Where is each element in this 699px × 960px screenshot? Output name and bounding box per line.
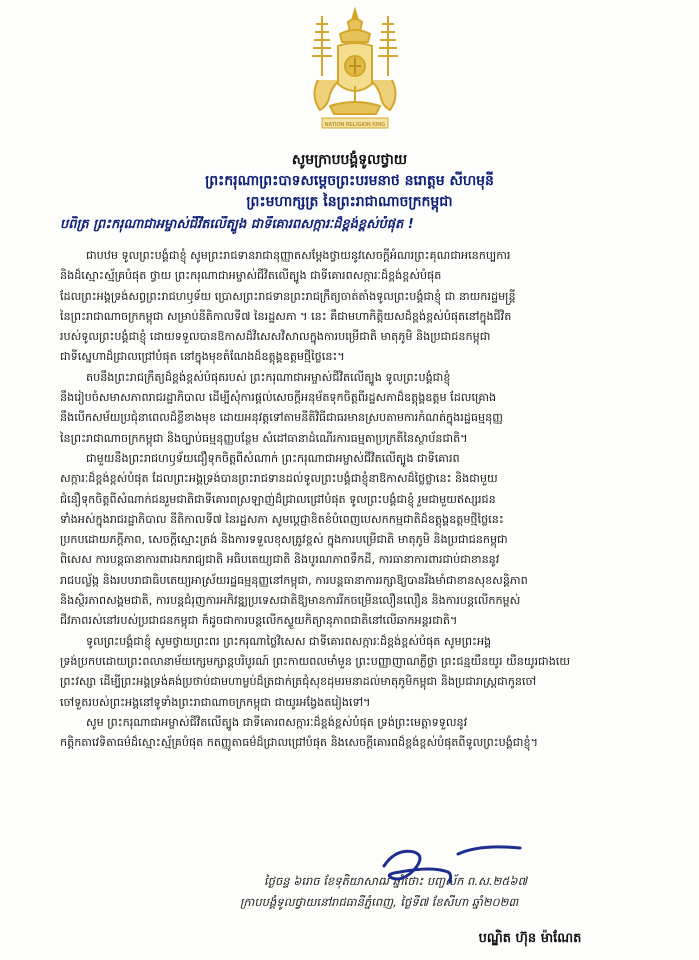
signer-name: បណ្ឌិត ហ៊ុន ម៉ាណែត — [478, 931, 582, 946]
paragraph-line: សូម ព្រះករុណាជាអម្ចាស់ជីវិតលើត្បូង ជាទីគោរពសក្ការៈដ៏ខ្ពង់ខ្ពស់បំផុត ទ្រង់ព្រះមេត្តាទទួលនូវ — [86, 715, 468, 729]
paragraph-line: ចៅទួតរបស់ព្រះអង្គនៅទូទាំងព្រះរាជាណាចក្រកម្ពុជា ជាយូរអង្វែងតរៀងទៅ។ — [60, 695, 371, 709]
paragraph-line: ប្រកបដោយភក្តីភាព, សេចក្តីស្មោះត្រង់ និងការទទួលខុសត្រូវខ្ពស់ ក្នុងការបម្រើជាតិ មាតុភូមិ និងប្រជាជនកម្ពុជា — [60, 533, 508, 547]
letter-body — [60, 246, 640, 753]
paragraph-line: ទូលព្រះបង្គំជាខ្ញុំ សូមថ្វាយព្រះពរ ព្រះករុណាថ្លៃវិសេស ជាទីគោរពសក្ការៈដ៏ខ្ពង់ខ្ពស់បំផុត សូមព្រះអង្គ — [86, 634, 492, 648]
paragraph-1 — [60, 246, 640, 368]
paragraph-line: ទ្រង់ប្រកបដោយព្រះពលានាម័យក្សេមក្សាន្តបរិបូរណ៍ ព្រះកាយពលមាំមួន ព្រះបញ្ញាញាណភ្លឺថ្លា ព្រះជន្មយឺនយូរ យឺនយូរជាងយេ — [60, 654, 571, 668]
paragraph-line: រាជបល្ល័ង្ក និងរបបរាជាធិបតេយ្យអាស្រ័យរដ្ឋធម្មនុញ្ញនៅកម្ពុជា, ការបន្តធានាការរក្សាឱ្យបានរឹងមាំជាខានសុខសន្តិភាព — [60, 573, 528, 587]
lunar-date: ថ្ងៃចន្ទ ៦រោច ខែទុតិយាសាឍ ឆ្នាំថោះ បញ្ចស័ក ព.ស.២៥៦៧ — [264, 874, 528, 888]
salutation: បពិត្រ ព្រះករុណាជាអម្ចាស់ជីវិតលើត្បូង ជាទីគោរពសក្ការៈដ៏ខ្ពង់ខ្ពស់បំផុត ! — [60, 217, 414, 232]
paragraph-line: នឹងបើកសម័យប្រជុំនាពេលដ៏ខ្លីខាងមុខ ដោយអនុវត្តទៅតាមនីតិវិធីជាធរមានស្របតាមការកំណត់ក្នុងរដ្ឋធម្មនុញ្ញ — [60, 411, 503, 425]
paragraph-line: នៃព្រះរាជាណាចក្រកម្ពុជា សម្រាប់នីតិកាលទី៧ នៃរដ្ឋសភា ។ នេះ គឺជាមហាកិត្តិយសដ៏ខ្ពង់ខ្ពស់បំផុតនៅក្នុងជីវិត — [60, 309, 512, 323]
paragraph-2 — [60, 368, 640, 449]
paragraph-line: នឹងរៀបចំសមាសភាពរាជរដ្ឋាភិបាល ដើម្បីសុំការផ្តល់សេចក្តីអនុម័តទុកចិត្តពីរដ្ឋសភាដ៏ឧត្តុង្គឧត្តម ដែលគ្រោង — [60, 391, 497, 405]
paragraph-line: ជីវភាពរស់នៅរបស់ប្រជាជនកម្ពុជា ក៏ដូចជាការបន្តលើកស្ទួយកិត្យានុភាពជាតិនៅលើឆាកអន្តរជាតិ។ — [60, 614, 458, 628]
paragraph-line: ជាមួយនឹងព្រះរាជហឫទ័យជឿទុកចិត្តពីសំណាក់ ព្រះករុណាជាអម្ចាស់ជីវិតលើត្បូង ជាទីគោរព — [86, 451, 460, 465]
emblem-motto: NATION RELIGION KING — [324, 122, 386, 128]
paragraph-line: សក្ការៈដ៏ខ្ពង់ខ្ពស់បំផុត ដែលព្រះអង្គទ្រង់បានព្រះរាជទានដល់ទូលព្រះបង្គំជាខ្ញុំនាឱកាសដ៏ថ្លៃថ្លានេះ និងជាមួយ — [60, 472, 498, 486]
paragraph-line: ជាទីស្នេហាដ៏ជ្រាលជ្រៅបំផុត នៅក្នុងមុខតំណែងដ៏ឧត្តុង្គឧត្តមថ្មីថ្លៃនេះ។ — [60, 350, 345, 364]
paragraph-line: និងដ៏ស្មោះស្ម័គ្របំផុត ថ្វាយ ព្រះករុណាជាអម្ចាស់ជីវិតលើត្បូង ជាទីគោរពសក្ការៈដ៏ខ្ពង់ខ្ពស់បំផុត — [60, 269, 442, 283]
paragraph-4 — [60, 632, 640, 713]
paragraph-line: តបនឹងព្រះរាជក្រឹត្យដ៏ខ្ពង់ខ្ពស់បំផុតរបស់ ព្រះករុណាជាអម្ចាស់ជីវិតលើត្បូង ទូលព្រះបង្គំជាខ្ញុំ — [86, 370, 451, 384]
paragraph-line: ជំនឿទុកចិត្តពីសំណាក់ជនរួមជាតិជាទីគោរពស្រឡាញ់ដ៏ជ្រាលជ្រៅបំផុត ទូលព្រះបង្គំជាខ្ញុំ រួមជាមួយឥស្សរជន — [60, 492, 496, 506]
paragraph-3 — [60, 449, 640, 632]
paragraph-line: ជាបឋម ទូលព្រះបង្គំជាខ្ញុំ សូមព្រះរាជទានរាជានុញ្ញាតសម្តែងថ្វាយនូវសេចក្តីអំណរព្រះគុណជាអនេកប្បការ — [86, 249, 511, 262]
paragraph-line: នៃព្រះរាជាណាចក្រកម្ពុជា និងច្បាប់ធម្មនុញ្ញបន្ថែម សំដៅធានាដំណើរការធម្មតាប្រក្រតីនៃស្ថាប័នជាតិ។ — [60, 431, 468, 445]
paragraph-5 — [60, 713, 640, 754]
place-and-date: ក្រាបបង្គំទូលថ្វាយនៅរាជធានីភ្នំពេញ, ថ្ងៃទី៧ ខែសីហា ឆ្នាំ២០២៣ — [240, 895, 519, 909]
heading-line-3: ព្រះមហាក្សត្រ នៃព្រះរាជាណាចក្រកម្ពុជា — [246, 194, 453, 210]
heading-line-2: ព្រះករុណាព្រះបាទសម្តេចព្រះបរមនាថ នរោត្តម សីហមុនី — [205, 173, 494, 189]
paragraph-line: ដែលព្រះអង្គទ្រង់សព្វព្រះរាជហឫទ័យ ប្រោសព្រះរាជទានព្រះរាជក្រឹត្យចាត់តាំងទូលព្រះបង្គំជាខ្ញុំ ជា នាយករដ្ឋមន្ត្រី — [60, 289, 516, 303]
paragraph-line: ទាំងអស់ក្នុងរាជរដ្ឋាភិបាល នីតិកាលទី៧ នៃរដ្ឋសភា សូមប្តេជ្ញាខិតខំបំពេញបេសកកម្មជាតិដ៏ឧត្តុង្គឧត្តមថ្មីថ្លៃនេះ — [60, 512, 504, 526]
royal-coat-of-arms-icon — [300, 6, 410, 134]
paragraph-line: និងស្ថិរភាពសង្គមជាតិ, ការបន្តជំរុញការអភិវឌ្ឍប្រទេសជាតិឱ្យមានការរីកចម្រើនលឿនលឿន និងការបន្តលើកកម្ពស់ — [60, 594, 521, 608]
paragraph-line: កត្តិកតាវេទិតាធម៌ដ៏ស្មោះស្ម័គ្របំផុត កតញ្ញូតាធម៌ដ៏ជ្រាលជ្រៅបំផុត និងសេចក្តីគោរពដ៏ខ្ពង់ខ្ពស់បំផុតពីទូលព្រះបង្គំជាខ្ញុំ។ — [60, 736, 538, 750]
paragraph-line: របស់ទូលព្រះបង្គំជាខ្ញុំ ដោយទទួលបានឱកាសដ៏វិសេសវិសាលក្នុងការបម្រើជាតិ មាតុភូមិ និងប្រជាជនកម្ពុជា — [60, 330, 491, 344]
paragraph-line: ព្រះវស្សា ដើម្បីព្រះអង្គទ្រង់គង់ប្រថាប់ជាមហាម្លប់ដ៏ត្រជាក់ត្រជុំសុខដុមរមនាដល់មាតុភូមិកម្ពុជា និងប្រជារាស្ត្រជាកូនចៅ — [60, 675, 537, 689]
heading-line-1: សូមក្រាបបង្គំទូលថ្វាយ — [291, 152, 408, 168]
paragraph-line: ពិសេស ការបន្តធានាការពារឯករាជ្យជាតិ អធិបតេយ្យជាតិ និងបូរណភាពទឹកដី, ការធានាការពារជាប់ជាខាននូវ — [60, 553, 500, 567]
signature-icon — [370, 832, 530, 892]
